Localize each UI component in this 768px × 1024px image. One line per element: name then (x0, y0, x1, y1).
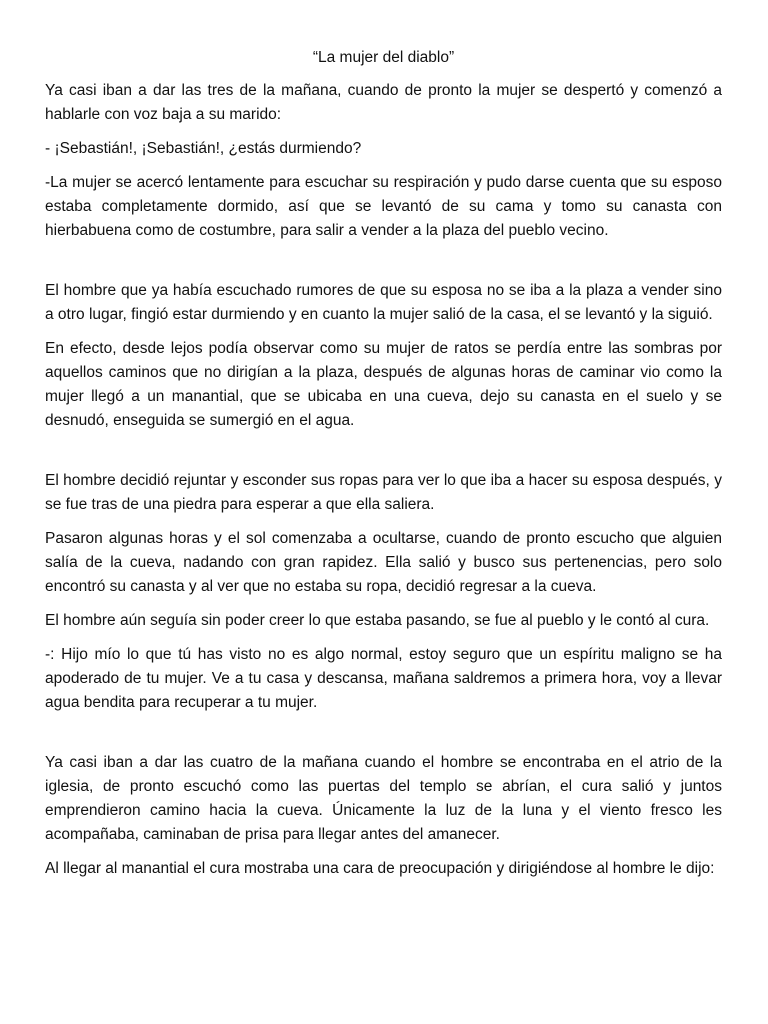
paragraph: El hombre que ya había escuchado rumores de que su esposa no se iba a la plaza a vender sino a otro lugar, fingió estar durmiendo y en cuanto la mujer salió de la casa, el se levantó y la siguió. (45, 282, 722, 323)
document-page (45, 46, 722, 891)
paragraph: - ¡Sebastián!, ¡Sebastián!, ¿estás durmiendo? (45, 140, 362, 157)
paragraph: El hombre aún seguía sin poder creer lo que estaba pasando, se fue al pueblo y le contó al cura. (45, 612, 710, 629)
paragraph: En efecto, desde lejos podía observar como su mujer de ratos se perdía entre las sombras por aquellos caminos que no dirigían a la plaza, después de algunas horas de caminar vio como la mujer llegó a un manantial, que se ubicaba en una cueva, dejo su canasta en el suelo y se desnudó, enseguida se sumergió en el agua. (45, 340, 722, 429)
paragraph: -La mujer se acercó lentamente para escuchar su respiración y pudo darse cuenta que su esposo estaba completamente dormido, así que se levantó de su cama y tomo su canasta con hierbabuena como de costumbre, para salir a vender a la plaza del pueblo vecino. (45, 174, 722, 239)
paragraph: Pasaron algunas horas y el sol comenzaba a ocultarse, cuando de pronto escucho que alguien salía de la cueva, nadando con gran rapidez. Ella salió y busco sus pertenencias, pero solo encontró su canasta y al ver que no estaba su ropa, decidió regresar a la cueva. (45, 530, 722, 595)
paragraph: El hombre decidió rejuntar y esconder sus ropas para ver lo que iba a hacer su esposa después, y se fue tras de una piedra para esperar a que ella saliera. (45, 472, 722, 513)
paragraph: Ya casi iban a dar las cuatro de la mañana cuando el hombre se encontraba en el atrio de la iglesia, de pronto escuchó como las puertas del templo se abrían, el cura salió y juntos emprendieron camino hacia la cueva. Únicamente la luz de la luna y el viento fresco les acompañaba, caminaban de prisa para llegar antes del amanecer. (45, 754, 722, 843)
paragraph: Al llegar al manantial el cura mostraba una cara de preocupación y dirigiéndose al hombre le dijo: (45, 860, 715, 877)
document-title: “La mujer del diablo” (312, 49, 455, 66)
paragraph: -: Hijo mío lo que tú has visto no es algo normal, estoy seguro que un espíritu maligno se ha apoderado de tu mujer. Ve a tu casa y descansa, mañana saldremos a primera hora, voy a llevar agua bendita para recuperar a tu mujer. (45, 646, 722, 711)
paragraph: Ya casi iban a dar las tres de la mañana, cuando de pronto la mujer se despertó y comenzó a hablarle con voz baja a su marido: (45, 82, 722, 123)
